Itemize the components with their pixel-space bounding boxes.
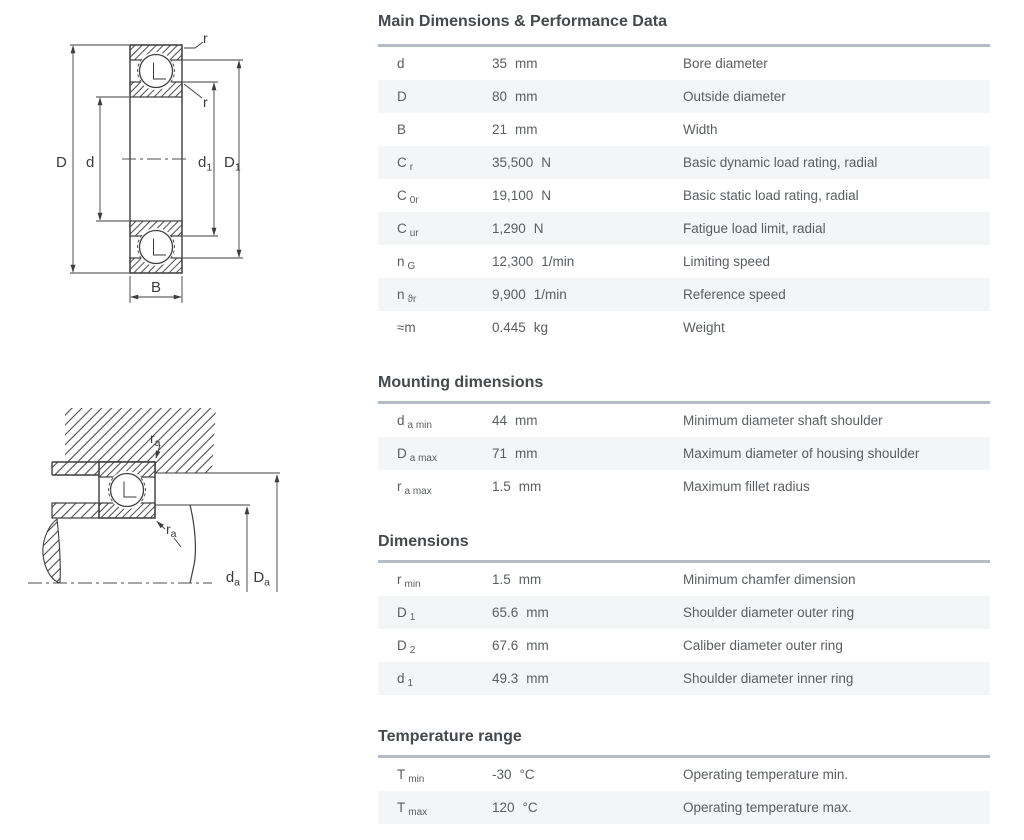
table-row: [378, 212, 990, 245]
table-row: [378, 758, 990, 791]
description-cell: Weight: [683, 320, 725, 335]
description-cell: Limiting speed: [683, 254, 771, 269]
shaft-shoulder: [52, 503, 99, 518]
mounting-drawing: [28, 408, 280, 592]
description-cell: Operating temperature max.: [683, 800, 852, 815]
table-row: [378, 404, 990, 437]
section-dimensions: [378, 532, 990, 695]
description-cell: Shoulder diameter outer ring: [683, 605, 855, 620]
value-cell: 12,300 1/min: [492, 254, 575, 269]
description-cell: Maximum fillet radius: [683, 479, 810, 494]
value-cell: 1.5 mm: [492, 479, 542, 494]
table-row: [378, 245, 990, 278]
value-cell: 1.5 mm: [492, 572, 542, 587]
label-da: $d_a$: [225, 569, 240, 589]
section-mounting-dimensions: [378, 373, 990, 503]
description-cell: Minimum diameter shaft shoulder: [683, 413, 883, 428]
table-row: [378, 629, 990, 662]
symbol-cell: r $_{min}$: [397, 572, 421, 590]
label-d: d: [86, 154, 95, 171]
value-cell: 67.6 mm: [492, 638, 549, 653]
table-row: [378, 311, 990, 344]
symbol-cell: ≈m: [397, 320, 416, 335]
section-title: Dimensions: [378, 533, 469, 550]
symbol-cell: n $_G$: [397, 254, 416, 272]
section-title: Mounting dimensions: [378, 374, 544, 391]
symbol-cell: C $_{0r}$: [397, 188, 419, 206]
value-cell: 19,100 N: [492, 188, 552, 203]
value-cell: 35 mm: [492, 56, 538, 71]
section-temperature-range: [378, 727, 990, 824]
symbol-cell: d $_1$: [397, 671, 414, 689]
value-cell: 71 mm: [492, 446, 538, 461]
description-cell: Bore diameter: [683, 56, 768, 71]
value-cell: 1,290 N: [492, 221, 544, 236]
symbol-cell: D $_{a max}$: [397, 446, 437, 464]
ball-bottom: [140, 231, 173, 264]
symbol-cell: D $_1$: [397, 605, 416, 623]
value-cell: 35,500 N: [492, 155, 552, 170]
table-row: [378, 278, 990, 311]
description-cell: Basic dynamic load rating, radial: [683, 155, 878, 170]
symbol-cell: d: [397, 56, 405, 71]
label-B: B: [151, 279, 162, 296]
symbol-cell: C $_r$: [397, 155, 414, 173]
section-title: Temperature range: [378, 728, 522, 745]
ball-mounted: [111, 474, 144, 507]
shaft-break-section: [43, 519, 60, 583]
description-cell: Fatigue load limit, radial: [683, 221, 826, 236]
value-cell: 80 mm: [492, 89, 538, 104]
table-row: [378, 113, 990, 146]
value-cell: 65.6 mm: [492, 605, 549, 620]
table-row: [378, 596, 990, 629]
symbol-cell: r $_{a max}$: [397, 479, 432, 497]
value-cell: 44 mm: [492, 413, 538, 428]
value-cell: 9,900 1/min: [492, 287, 567, 302]
label-d1: $d_1$: [198, 154, 213, 174]
description-cell: Maximum diameter of housing shoulder: [683, 446, 920, 461]
table-row: [378, 146, 990, 179]
table-row: [378, 470, 990, 503]
label-D1: $D_1$: [224, 154, 241, 174]
dimension-D: [70, 45, 129, 273]
symbol-cell: n $_{ϑr}$: [397, 287, 417, 305]
symbol-cell: T $_{max}$: [397, 800, 428, 818]
description-cell: Shoulder diameter inner ring: [683, 671, 854, 686]
shaft-outline: [190, 505, 195, 583]
bearing-cross-section-drawing: [56, 30, 243, 303]
symbol-cell: D $_2$: [397, 638, 416, 656]
table-row: [378, 563, 990, 596]
label-D: D: [56, 154, 67, 171]
table-row: [378, 662, 990, 695]
label-r-top: r: [203, 30, 208, 46]
description-cell: Width: [683, 122, 718, 137]
value-cell: 0.445 kg: [492, 320, 549, 335]
section-title: Main Dimensions & Performance Data: [378, 13, 667, 30]
label-r-inner: r: [203, 94, 208, 110]
table-row: [378, 791, 990, 824]
value-cell: 49.3 mm: [492, 671, 549, 686]
value-cell: 120 °C: [492, 800, 538, 815]
description-cell: Operating temperature min.: [683, 767, 849, 782]
section-main-dimensions: [378, 12, 990, 344]
symbol-cell: T $_{min}$: [397, 767, 425, 785]
label-ra-lower: $r_a$: [166, 521, 177, 540]
label-Da: $D_a$: [253, 569, 270, 589]
table-row: [378, 179, 990, 212]
label-ra-upper: $r_a$: [150, 430, 161, 449]
symbol-cell: d $_{a min}$: [397, 413, 432, 431]
description-cell: Caliber diameter outer ring: [683, 638, 843, 653]
symbol-cell: B: [397, 122, 407, 137]
table-row: [378, 80, 990, 113]
value-cell: 21 mm: [492, 122, 538, 137]
bearing-drawings: [0, 0, 380, 840]
description-cell: Basic static load rating, radial: [683, 188, 859, 203]
description-cell: Minimum chamfer dimension: [683, 572, 856, 587]
description-cell: Outside diameter: [683, 89, 786, 104]
description-cell: Reference speed: [683, 287, 786, 302]
ball-top: [140, 55, 173, 88]
symbol-cell: D: [397, 89, 407, 104]
table-row: [378, 47, 990, 80]
value-cell: -30 °C: [492, 767, 535, 782]
table-row: [378, 437, 990, 470]
symbol-cell: C $_{ur}$: [397, 221, 419, 239]
